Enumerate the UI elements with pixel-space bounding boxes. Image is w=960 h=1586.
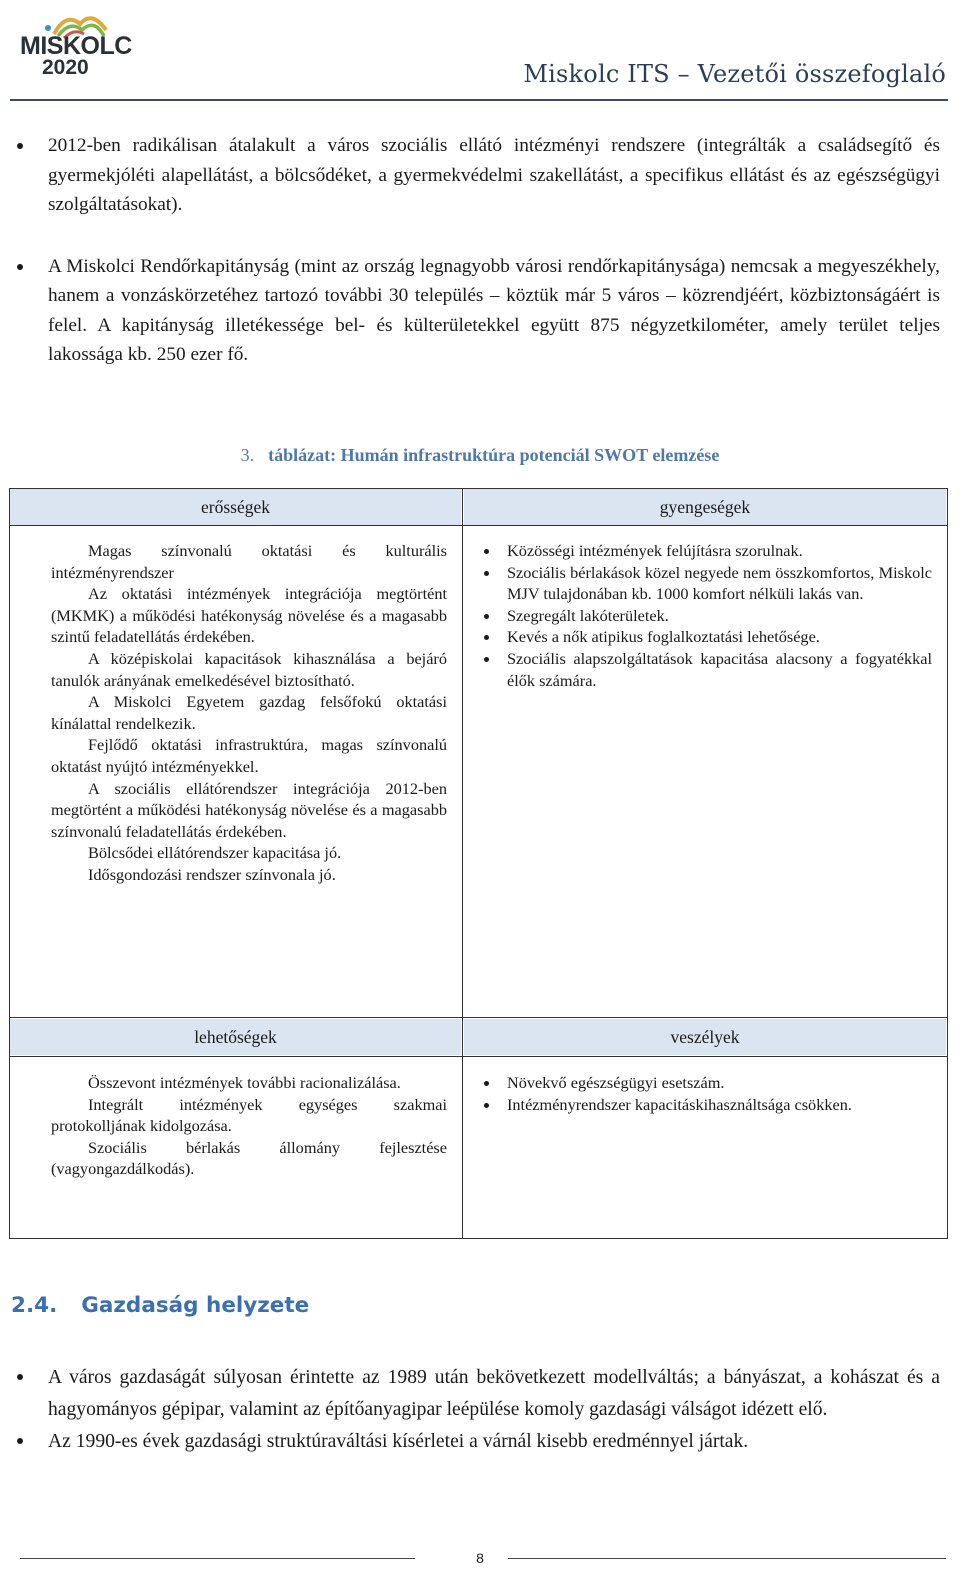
intro-bullet-list: [0, 131, 960, 402]
list-item: 2012-ben radikálisan átalakult a város szociális ellátó intézményi rendszere (integrálták a családsegítő és gyermekjóléti alapellátást, a bölcsődéket, a gyermekvédelmi szakellátást, a specifikus ellátást és az egészségügyi szolgáltatásokat).: [0, 131, 960, 220]
opportunities-list: [51, 1072, 461, 1180]
list-item: Intézményrendszer kapacitáskihasználtsága csökken.: [472, 1094, 936, 1116]
logo-year: 2020: [42, 56, 89, 79]
threats-list: [472, 1072, 936, 1115]
weaknesses-header: gyengeségek: [464, 489, 946, 525]
list-item: Integrált intézmények egységes szakmai protokolljának kidolgozása.: [51, 1094, 447, 1136]
list-item: Bölcsődei ellátórendszer kapacitása jó.: [88, 843, 342, 863]
bullet-icon: [17, 1438, 23, 1444]
list-item: A Miskolci Egyetem gazdag felsőfokú oktatási kínálattal rendelkezik.: [51, 692, 447, 733]
logo-text: MISKOLC: [20, 32, 132, 60]
bullet-icon: [484, 614, 489, 619]
bullet-icon: [484, 657, 489, 662]
row-divider: [10, 525, 947, 526]
strengths-header: erősségek: [10, 489, 461, 525]
bullet-icon: [17, 143, 23, 149]
list-item: Szociális bérlakások közel negyede nem összkomfortos, Miskolc MJV tulajdonában kb. 1000 komfort nélküli lakás van.: [472, 562, 936, 605]
bullet-icon: [17, 264, 23, 270]
weaknesses-list: [472, 540, 936, 691]
bullet-icon: [484, 635, 489, 640]
list-item: Az 1990-es évek gazdasági struktúraváltási kísérletei a várnál kisebb eredménnyel jártak.: [0, 1426, 960, 1458]
list-item: Szociális alapszolgáltatások kapacitása alacsony a fogyatékkal élők számára.: [472, 648, 936, 691]
list-item: Szegregált lakóterületek.: [472, 605, 936, 627]
list-item: Összevont intézmények további racionalizálása.: [88, 1073, 401, 1092]
list-item: Szociális bérlakás állomány fejlesztése (vagyongazdálkodás).: [51, 1137, 447, 1179]
list-item: Növekvő egészségügyi esetszám.: [472, 1072, 936, 1094]
list-item: A város gazdaságát súlyosan érintette az 1989 után bekövetkezett modellváltás; a bányászat, a kohászat és a hagyományos gépipar, valamint az építőanyagipar leépülése komoly gazdasági válságot idézett elő.: [0, 1362, 960, 1426]
bullet-icon: [484, 1103, 489, 1108]
list-item: Magas színvonalú oktatási és kulturális intézményrendszer: [51, 541, 447, 582]
page-number: 8: [476, 1550, 484, 1566]
list-item: Fejlődő oktatási infrastruktúra, magas színvonalú oktatást nyújtó intézményekkel.: [51, 735, 447, 776]
miskolc-2020-logo: [14, 6, 134, 78]
threats-header: veszélyek: [464, 1019, 946, 1055]
list-item: Közösségi intézmények felújításra szorulnak.: [472, 540, 936, 562]
strengths-list: [51, 540, 461, 886]
list-item: A Miskolci Rendőrkapitányság (mint az ország legnagyobb városi rendőrkapitánysága) nemcsak a megyeszékhely, hanem a vonzáskörzetéhez tartozó további 30 település – köztük már 5 város – közrendjéért, közbiztonságáért is felel. A kapitányság illetékessége bel- és külterületekkel együtt 875 négyzetkilométer, amely terület teljes lakossága kb. 250 ezer fő.: [0, 252, 960, 370]
column-divider: [462, 489, 463, 1238]
table-caption: 3. táblázat: Humán infrastruktúra potenciál SWOT elemzése: [240, 445, 720, 465]
list-item: Idősgondozási rendszer színvonala jó.: [88, 864, 336, 884]
list-item: Az oktatási intézmények integrációja megtörtént (MKMK) a működési hatékonyság növelése és a magasabb szintű feladatellátás érdekében.: [51, 584, 447, 647]
header-divider: [10, 99, 948, 101]
list-item: A középiskolai kapacitások kihasználása a bejáró tanulók arányának emelkedésével biztosítható.: [51, 648, 447, 690]
row-divider: [10, 1056, 947, 1057]
section-heading: 2.4. Gazdaság helyzete: [11, 1293, 310, 1318]
row-divider: [10, 1017, 947, 1018]
bullet-icon: [484, 571, 489, 576]
running-title: Miskolc ITS – Vezetői összefoglaló: [523, 60, 946, 88]
bullet-icon: [484, 1081, 489, 1086]
list-item: A szociális ellátórendszer integrációja 2012-ben megtörtént a működési hatékonyság növelése és a magasabb színvonalú feladatellátás érdekében.: [51, 778, 447, 841]
opportunities-header: lehetőségek: [10, 1019, 461, 1055]
swot-table: [9, 488, 948, 1239]
bullet-icon: [17, 1374, 23, 1380]
bullet-icon: [484, 549, 489, 554]
economy-bullet-list: [0, 1362, 960, 1458]
list-item: Kevés a nők atipikus foglalkoztatási lehetősége.: [472, 626, 936, 648]
